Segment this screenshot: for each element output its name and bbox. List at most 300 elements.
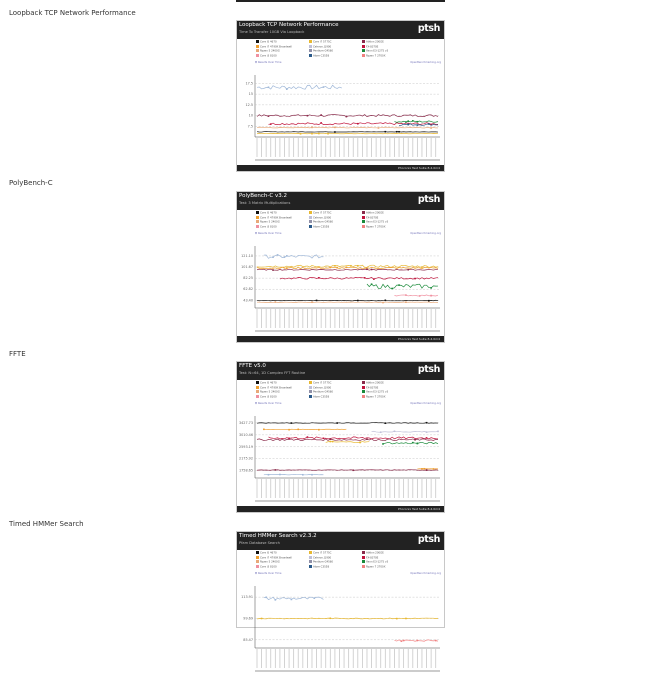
legend-label: Pentium G4560: [313, 221, 333, 224]
chart-subtitle: Test: N=64, 1D Complex FFT Routine: [239, 371, 305, 375]
legend-entry: [256, 551, 277, 555]
legend-entry: [309, 220, 333, 224]
legend-swatch: [256, 45, 259, 48]
chart-title: FFTE v5.0: [239, 363, 266, 369]
legend-swatch: [362, 54, 365, 57]
legend-label: Core i5 4670: [260, 212, 277, 215]
data-point: [291, 422, 293, 424]
legend-entry: [256, 225, 277, 229]
data-point: [327, 133, 329, 135]
legend-label: Ryzen 5 2400G: [260, 50, 280, 53]
data-point: [407, 269, 409, 271]
legend-label: Xeon E3-1275 v3: [366, 50, 388, 53]
data-point: [391, 288, 393, 290]
legend-note: ▼ Results Over Time: [255, 232, 281, 235]
legend-label: Xeon E3-1275 v3: [366, 391, 388, 394]
data-point: [421, 266, 423, 268]
chart-title: Timed HMMer Search v2.3.2: [239, 533, 317, 539]
legend-entry: [256, 45, 292, 49]
scroll-strip: [255, 670, 440, 672]
legend-swatch: [309, 395, 312, 398]
y-tick-label: 82.25: [243, 276, 253, 280]
data-point: [430, 127, 432, 129]
legend-swatch: [362, 395, 365, 398]
data-point: [268, 86, 270, 88]
legend-label: Athlon 200GE: [366, 41, 384, 44]
legend-label: Core i7 4790K Broadwell: [260, 216, 292, 219]
legend-swatch: [256, 381, 259, 384]
legend-label: Celeron J1900: [313, 45, 331, 48]
legend-label: Core i3 8100: [260, 54, 277, 57]
legend-label: Athlon 200GE: [366, 382, 384, 385]
data-point: [302, 474, 304, 476]
legend-entry: [256, 220, 280, 224]
legend-swatch: [256, 390, 259, 393]
data-point: [405, 294, 407, 296]
data-point: [426, 422, 428, 424]
legend-label: Celeron J1900: [313, 556, 331, 559]
data-point: [352, 469, 354, 471]
legend-swatch: [256, 220, 259, 223]
legend-entry: [256, 395, 277, 399]
data-point: [288, 429, 290, 431]
data-point: [407, 120, 409, 122]
data-point: [311, 474, 313, 476]
legend-label: Atom C3558: [313, 565, 329, 568]
legend-entry: [309, 551, 331, 555]
data-point: [300, 133, 302, 135]
series-line: [257, 439, 438, 441]
legend-swatch: [256, 386, 259, 389]
data-point: [286, 267, 288, 269]
y-tick-label: 121.10: [241, 254, 253, 258]
legend-label: Ryzen 5 2400G: [260, 391, 280, 394]
chart-header: [237, 21, 444, 39]
data-point: [334, 127, 336, 129]
legend-label: Celeron J1900: [313, 216, 331, 219]
data-point: [407, 124, 409, 126]
data-point: [316, 300, 318, 302]
data-point: [275, 599, 277, 601]
data-point: [263, 429, 265, 431]
data-point: [286, 255, 288, 257]
line-chart: [237, 71, 446, 167]
y-tick-label: 3427.73: [239, 421, 253, 425]
legend-label: Ryzen 7 2700X: [366, 54, 385, 57]
data-point: [437, 431, 439, 433]
y-tick-label: 10: [249, 114, 253, 118]
legend-entry: [309, 45, 331, 49]
data-point: [318, 277, 320, 279]
legend-label: Core i3 8100: [260, 225, 277, 228]
data-point: [357, 265, 359, 267]
legend-entry: [362, 560, 388, 564]
data-point: [330, 438, 332, 440]
legend-entry: [309, 565, 329, 569]
chart-card-hmmer: [236, 531, 445, 628]
data-point: [417, 121, 419, 123]
legend-entry: [362, 54, 385, 58]
legend-entry: [362, 551, 384, 555]
data-point: [320, 114, 322, 116]
series-line: [367, 284, 438, 288]
data-point: [405, 618, 407, 620]
data-point: [311, 301, 313, 303]
y-tick-label: 12.5: [245, 103, 253, 107]
legend-swatch: [362, 220, 365, 223]
chart-footer: Phoronix Test Suite 8.4.0m4: [237, 165, 444, 171]
legend-swatch: [256, 556, 259, 559]
legend-label: Xeon E3-1275 v3: [366, 221, 388, 224]
series-line: [372, 431, 438, 432]
legend-entry: [362, 216, 378, 220]
legend-label: Core i7 4790K Broadwell: [260, 45, 292, 48]
data-point: [275, 301, 277, 303]
data-point: [330, 617, 332, 619]
previous-chart-footer: [236, 0, 445, 2]
openbenchmarking-link[interactable]: OpenBenchmarking.org: [410, 232, 441, 235]
chart-card-loopback: [236, 20, 445, 172]
legend-label: Pentium G4560: [313, 561, 333, 564]
data-point: [433, 468, 435, 470]
legend-swatch: [362, 565, 365, 568]
data-point: [346, 266, 348, 268]
legend-label: FX-8370E: [366, 216, 378, 219]
legend-swatch: [362, 225, 365, 228]
data-point: [307, 436, 309, 438]
legend-swatch: [309, 225, 312, 228]
y-tick-label: 3010.46: [239, 433, 253, 437]
data-point: [398, 284, 400, 286]
data-point: [330, 441, 332, 443]
series-line: [257, 127, 438, 128]
legend-entry: [309, 556, 331, 560]
data-point: [417, 443, 419, 445]
legend-swatch: [256, 551, 259, 554]
data-point: [291, 599, 293, 601]
legend-swatch: [256, 49, 259, 52]
data-point: [311, 127, 313, 129]
data-point: [346, 116, 348, 118]
legend-label: Core i7 5775C: [313, 382, 331, 385]
openbenchmarking-link[interactable]: OpenBenchmarking.org: [410, 572, 441, 575]
chart-card-ffte: [236, 361, 445, 513]
legend-label: Core i3 8100: [260, 395, 277, 398]
data-point: [401, 640, 403, 642]
legend-swatch: [256, 40, 259, 43]
data-point: [330, 267, 332, 269]
data-point: [366, 268, 368, 270]
legend-swatch: [256, 54, 259, 57]
data-point: [430, 295, 432, 297]
scroll-strip: [255, 500, 440, 502]
legend-note: ▼ Results Over Time: [255, 61, 281, 64]
series-line: [268, 123, 438, 125]
legend-label: Core i7 5775C: [313, 212, 331, 215]
data-point: [414, 439, 416, 441]
chart-header: [237, 362, 444, 380]
data-point: [371, 283, 373, 285]
legend-label: FX-8370E: [366, 386, 378, 389]
series-line: [257, 423, 438, 424]
data-point: [272, 269, 274, 271]
legend-swatch: [309, 386, 312, 389]
legend-label: Core i7 5775C: [313, 41, 331, 44]
legend-entry: [309, 225, 329, 229]
data-point: [357, 123, 359, 125]
series-line: [264, 429, 346, 430]
legend-entry: [362, 381, 384, 385]
chart-subtitle: Pfam Database Search: [239, 541, 280, 545]
pts-logo: ptsh: [418, 534, 440, 545]
data-point: [426, 437, 428, 439]
legend-entry: [256, 216, 292, 220]
legend-swatch: [362, 211, 365, 214]
legend-entry: [309, 216, 331, 220]
legend-label: Core i5 4670: [260, 41, 277, 44]
series-line: [394, 121, 438, 123]
data-point: [297, 429, 299, 431]
legend-label: Atom C3558: [313, 54, 329, 57]
scroll-strip: [255, 159, 440, 161]
legend-label: Core i7 5775C: [313, 552, 331, 555]
chart-header: [237, 532, 444, 550]
legend-entry: [309, 560, 333, 564]
y-tick-label: 2175.92: [239, 457, 253, 461]
data-point: [412, 442, 414, 444]
chart-subtitle: Test: 3 Matrix Multiplications: [239, 201, 290, 205]
legend-entry: [362, 390, 388, 394]
data-point: [320, 122, 322, 124]
legend-entry: [309, 54, 329, 58]
data-point: [385, 300, 387, 302]
series-line: [257, 470, 438, 471]
legend-swatch: [362, 45, 365, 48]
legend-swatch: [309, 40, 312, 43]
legend-entry: [309, 49, 333, 53]
chart-title: Loopback TCP Network Performance: [239, 22, 339, 28]
data-point: [334, 131, 336, 133]
legend-entry: [256, 211, 277, 215]
legend-swatch: [362, 216, 365, 219]
legend-label: Core i5 4670: [260, 382, 277, 385]
legend-swatch: [309, 211, 312, 214]
legend-entry: [256, 390, 280, 394]
y-tick-label: 101.67: [241, 265, 253, 269]
legend-swatch: [362, 49, 365, 52]
legend-entry: [362, 211, 384, 215]
data-point: [286, 88, 288, 90]
section-label-ffte: FFTE: [9, 350, 26, 358]
data-point: [417, 640, 419, 642]
legend-swatch: [256, 395, 259, 398]
data-point: [323, 438, 325, 440]
legend-entry: [256, 40, 277, 44]
legend-entry: [362, 565, 385, 569]
legend-swatch: [256, 211, 259, 214]
section-label-polybench: PolyBench-C: [9, 179, 53, 187]
data-point: [385, 422, 387, 424]
legend-label: FX-8370E: [366, 556, 378, 559]
legend-swatch: [309, 390, 312, 393]
legend-entry: [309, 381, 331, 385]
data-point: [430, 287, 432, 289]
legend-label: Ryzen 7 2700X: [366, 395, 385, 398]
data-point: [394, 430, 396, 432]
data-point: [336, 267, 338, 269]
legend-label: Ryzen 7 2700X: [366, 225, 385, 228]
legend-swatch: [309, 45, 312, 48]
data-point: [268, 115, 270, 117]
legend-entry: [362, 45, 378, 49]
data-point: [336, 422, 338, 424]
series-line: [257, 269, 438, 270]
legend-entry: [362, 49, 388, 53]
data-point: [364, 277, 366, 279]
y-tick-label: 62.82: [243, 287, 253, 291]
legend-entry: [256, 556, 292, 560]
data-point: [359, 442, 361, 444]
legend-entry: [256, 565, 277, 569]
legend-swatch: [309, 49, 312, 52]
data-point: [313, 597, 315, 599]
legend-entry: [256, 560, 280, 564]
data-point: [382, 302, 384, 304]
y-tick-label: 15: [249, 92, 253, 96]
data-point: [428, 123, 430, 125]
data-point: [428, 300, 430, 302]
legend-swatch: [362, 386, 365, 389]
legend-swatch: [309, 381, 312, 384]
legend-label: Ryzen 5 2400G: [260, 561, 280, 564]
line-chart: [237, 582, 446, 678]
legend-swatch: [362, 381, 365, 384]
y-tick-label: 2593.19: [239, 445, 253, 449]
series-line: [383, 442, 438, 444]
data-point: [279, 474, 281, 476]
legend-entry: [256, 381, 277, 385]
legend-swatch: [256, 560, 259, 563]
data-point: [318, 429, 320, 431]
data-point: [323, 86, 325, 88]
pts-logo: ptsh: [418, 194, 440, 205]
legend-label: Core i3 8100: [260, 565, 277, 568]
data-point: [378, 127, 380, 129]
data-point: [414, 278, 416, 280]
y-tick-label: 7.5: [248, 124, 253, 128]
chart-footer: Phoronix Test Suite 8.4.0m4: [237, 336, 444, 342]
legend-label: Ryzen 5 2400G: [260, 221, 280, 224]
data-point: [419, 295, 421, 297]
openbenchmarking-link[interactable]: OpenBenchmarking.org: [410, 61, 441, 64]
data-point: [268, 474, 270, 476]
legend-entry: [309, 395, 329, 399]
legend-entry: [362, 556, 378, 560]
data-point: [396, 618, 398, 620]
legend-label: Athlon 200GE: [366, 212, 384, 215]
data-point: [405, 121, 407, 123]
data-point: [366, 438, 368, 440]
data-point: [318, 133, 320, 135]
series-line: [257, 300, 438, 301]
data-point: [382, 443, 384, 445]
legend-swatch: [309, 556, 312, 559]
legend-entry: [309, 211, 331, 215]
data-point: [421, 468, 423, 470]
legend-swatch: [256, 565, 259, 568]
y-tick-label: 17.5: [245, 81, 253, 85]
y-tick-label: 113.91: [241, 595, 253, 599]
pts-logo: ptsh: [418, 364, 440, 375]
data-point: [277, 254, 279, 256]
series-line: [264, 474, 324, 475]
data-point: [311, 133, 313, 135]
data-point: [270, 123, 272, 125]
legend-entry: [362, 225, 385, 229]
data-point: [272, 256, 274, 258]
openbenchmarking-link[interactable]: OpenBenchmarking.org: [410, 402, 441, 405]
section-label-loopback: Loopback TCP Network Performance: [9, 9, 136, 17]
data-point: [423, 468, 425, 470]
pts-logo: ptsh: [418, 23, 440, 34]
data-point: [373, 278, 375, 280]
legend-swatch: [362, 560, 365, 563]
legend-label: Atom C3558: [313, 225, 329, 228]
legend-entry: [362, 220, 388, 224]
legend-label: Core i5 4670: [260, 552, 277, 555]
legend-entry: [256, 49, 280, 53]
legend-swatch: [309, 216, 312, 219]
line-chart: [237, 412, 446, 508]
legend-label: Atom C3558: [313, 395, 329, 398]
legend-note: ▼ Results Over Time: [255, 572, 281, 575]
legend-entry: [309, 386, 331, 390]
data-point: [371, 269, 373, 271]
legend-swatch: [362, 556, 365, 559]
data-point: [261, 618, 263, 620]
data-point: [380, 431, 382, 433]
line-chart: [237, 242, 446, 338]
data-point: [417, 124, 419, 126]
data-point: [396, 131, 398, 133]
chart-footer: Phoronix Test Suite 8.4.0m4: [237, 506, 444, 512]
legend-label: Pentium G4560: [313, 391, 333, 394]
legend-label: Core i7 4790K Broadwell: [260, 556, 292, 559]
y-tick-label: 85.47: [243, 638, 253, 642]
data-point: [284, 256, 286, 258]
data-point: [403, 640, 405, 642]
data-point: [275, 469, 277, 471]
legend-label: Athlon 200GE: [366, 552, 384, 555]
data-point: [288, 438, 290, 440]
legend-swatch: [309, 560, 312, 563]
data-point: [334, 265, 336, 267]
legend-swatch: [362, 551, 365, 554]
legend-swatch: [256, 225, 259, 228]
data-point: [412, 120, 414, 122]
legend-entry: [309, 40, 331, 44]
y-tick-label: 43.40: [243, 298, 253, 302]
chart-card-polybench: [236, 191, 445, 343]
legend-entry: [362, 395, 385, 399]
data-point: [265, 596, 267, 598]
data-point: [426, 431, 428, 433]
y-tick-label: 99.69: [243, 616, 253, 620]
chart-header: [237, 192, 444, 210]
legend-swatch: [256, 216, 259, 219]
legend-swatch: [309, 551, 312, 554]
legend-label: Pentium G4560: [313, 50, 333, 53]
